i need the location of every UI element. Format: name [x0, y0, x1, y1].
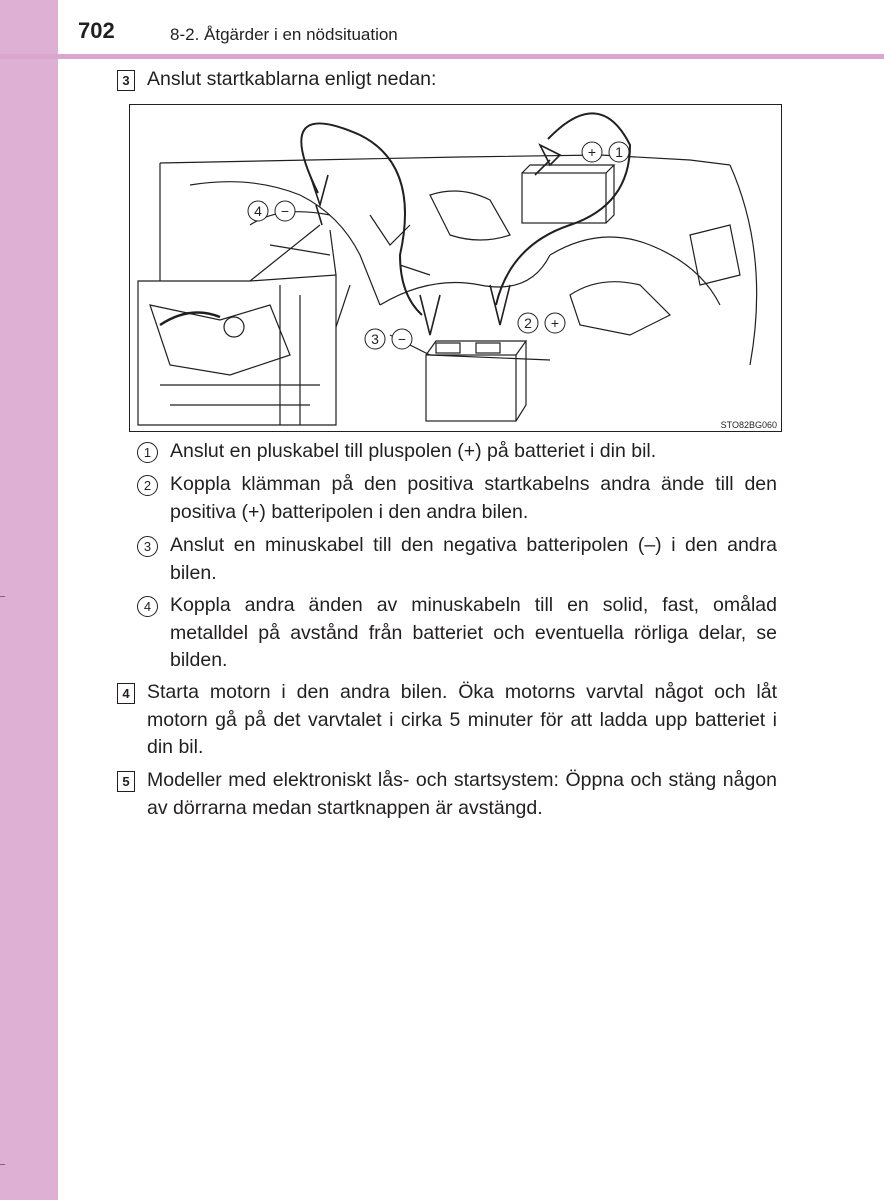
callout-sign-text: + [550, 315, 560, 331]
margin-tick [0, 1164, 5, 1165]
margin-tick [0, 596, 5, 597]
engine-bay-drawing [130, 105, 781, 431]
battery-other-car [426, 355, 516, 421]
clamp-ground [310, 175, 328, 225]
step-text: Starta motorn i den andra bilen. Öka motorns varvtal något och låt motorn gå på det varvtalet i cirka 5 minuter för att ladda upp batteriet i din bil. [147, 681, 777, 758]
step-3 [117, 66, 777, 94]
callout-sign-text: − [397, 331, 407, 347]
detail-inset [138, 275, 336, 425]
hood-edge [160, 155, 730, 165]
clamp-pos-this [535, 145, 560, 175]
circled-number: 3 [137, 536, 158, 557]
circled-number: 1 [137, 442, 158, 463]
substep-text: Koppla klämman på den positiva startkabelns andra ände till den positiva (+) batteripolen i den andra bilen. [170, 473, 777, 523]
circled-number: 2 [137, 475, 158, 496]
step-number-box: 4 [117, 683, 135, 704]
jump-start-illustration [129, 104, 782, 432]
callout-number-text: 1 [615, 144, 623, 160]
step-4 [117, 679, 777, 762]
side-tab-strip [0, 0, 58, 1200]
step-number-box: 5 [117, 771, 135, 792]
callout-number-text: 2 [524, 315, 532, 331]
header-rule [0, 54, 884, 59]
substep-2 [137, 471, 777, 526]
substep-3 [137, 532, 777, 587]
callout-sign-text: − [280, 203, 290, 219]
step-text: Anslut startkablarna enligt nedan: [147, 68, 437, 90]
step-5 [117, 767, 777, 822]
callout-number-text: 4 [254, 203, 262, 219]
substep-text: Anslut en pluskabel till pluspolen (+) på batteriet i din bil. [170, 440, 657, 462]
page-number: 702 [78, 18, 115, 43]
substep-text: Anslut en minuskabel till den negativa batteripolen (–) i den andra bilen. [170, 534, 777, 584]
step-text: Modeller med elektroniskt lås- och startsystem: Öppna och stäng någon av dörrarna medan startknappen är avstängd. [147, 769, 777, 819]
substep-1 [137, 438, 777, 466]
figure-code: STO82BG060 [720, 420, 777, 430]
bay-right-edge [730, 165, 757, 365]
clamp-neg-other [420, 295, 440, 335]
section-title: 8-2. Åtgärder i en nödsituation [170, 25, 398, 44]
step-number-box: 3 [117, 70, 135, 91]
callout-number-text: 3 [371, 331, 379, 347]
positive-cable [496, 113, 630, 305]
substep-text: Koppla andra änden av minuskabeln till en solid, fast, omålad metalldel på avstånd från batteriet och eventuella rörliga delar, se bilden. [170, 594, 777, 671]
circled-number: 4 [137, 596, 158, 617]
callout-sign-text: + [587, 144, 597, 160]
substep-4 [137, 592, 777, 675]
